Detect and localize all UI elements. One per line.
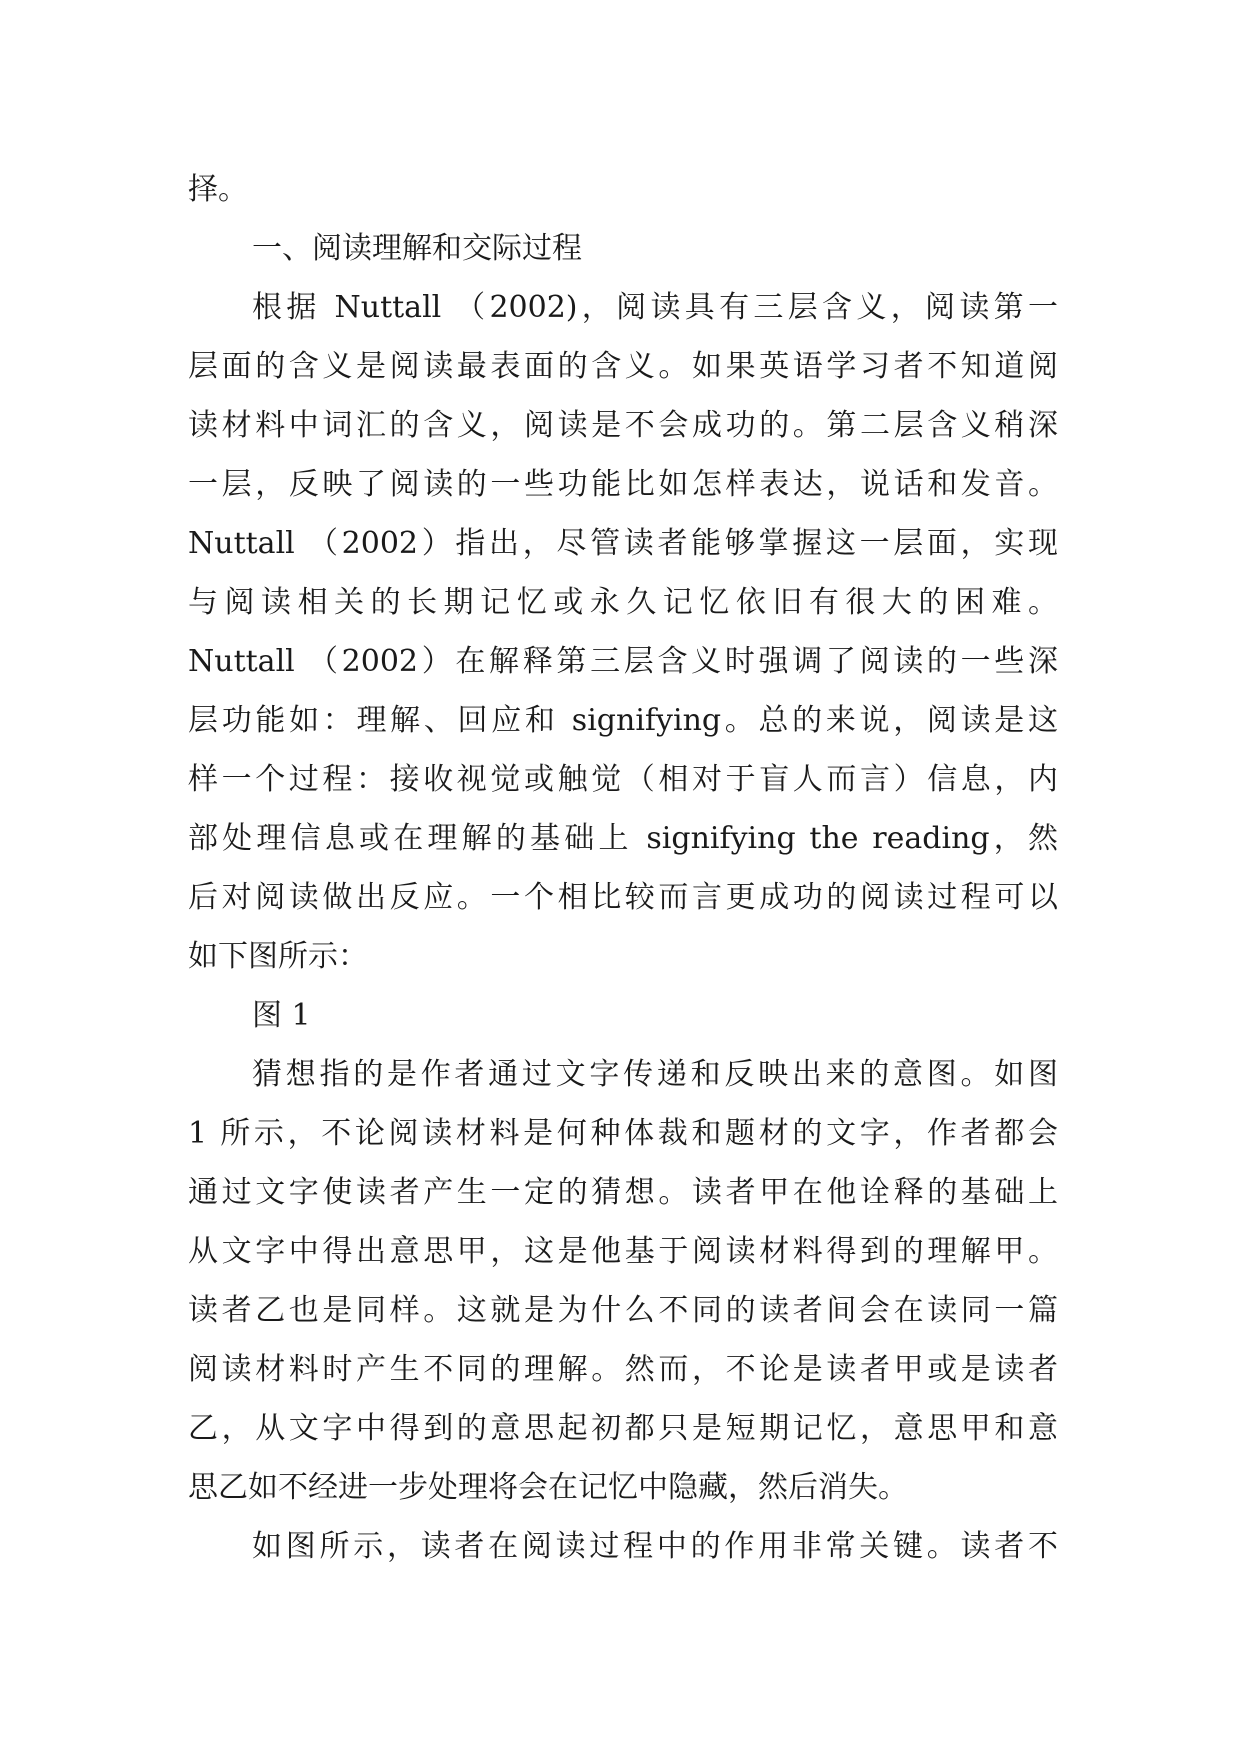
body-text (188, 160, 1058, 1576)
text-line: 1 所示，不论阅读材料是何种体裁和题材的文字，作者都会 (188, 1116, 1058, 1151)
text-line: 如下图所示： (188, 939, 368, 974)
text-line: 思乙如不经进一步处理将会在记忆中隐藏，然后消失。 (188, 1470, 908, 1505)
text-line: 猜想指的是作者通过文字传递和反映出来的意图。如图 (252, 1057, 1058, 1092)
text-line: 读材料中词汇的含义，阅读是不会成功的。第二层含义稍深 (188, 408, 1058, 443)
text-line: 阅读材料时产生不同的理解。然而，不论是读者甲或是读者 (188, 1352, 1058, 1387)
text-line: 后对阅读做出反应。一个相比较而言更成功的阅读过程可以 (188, 880, 1058, 915)
text-line: 读者乙也是同样。这就是为什么不同的读者间会在读同一篇 (188, 1293, 1058, 1328)
text-line: 择。 (188, 172, 248, 207)
text-line: Nuttall （2002）指出，尽管读者能够掌握这一层面，实现 (188, 526, 1058, 561)
text-line: 部处理信息或在理解的基础上 signifying the reading，然 (188, 821, 1058, 856)
text-line: 乙，从文字中得到的意思起初都只是短期记忆，意思甲和意 (188, 1411, 1058, 1446)
text-line: 一层，反映了阅读的一些功能比如怎样表达，说话和发音。 (188, 467, 1058, 502)
text-line: 与阅读相关的长期记忆或永久记忆依旧有很大的困难。 (188, 585, 1058, 620)
text-line: 从文字中得出意思甲，这是他基于阅读材料得到的理解甲。 (188, 1234, 1058, 1269)
text-line: 样一个过程：接收视觉或触觉（相对于盲人而言）信息，内 (188, 762, 1058, 797)
text-line: 层功能如：理解、回应和 signifying。总的来说，阅读是这 (188, 703, 1058, 738)
text-line: 通过文字使读者产生一定的猜想。读者甲在他诠释的基础上 (188, 1175, 1058, 1210)
text-line: Nuttall （2002）在解释第三层含义时强调了阅读的一些深 (188, 644, 1058, 679)
section-heading: 一、阅读理解和交际过程 (252, 231, 582, 266)
text-line: 如图所示，读者在阅读过程中的作用非常关键。读者不 (252, 1529, 1058, 1564)
text-line: 根据 Nuttall （2002)，阅读具有三层含义，阅读第一 (252, 290, 1058, 325)
figure-caption: 图 1 (252, 998, 311, 1033)
text-line: 层面的含义是阅读最表面的含义。如果英语学习者不知道阅 (188, 349, 1058, 384)
